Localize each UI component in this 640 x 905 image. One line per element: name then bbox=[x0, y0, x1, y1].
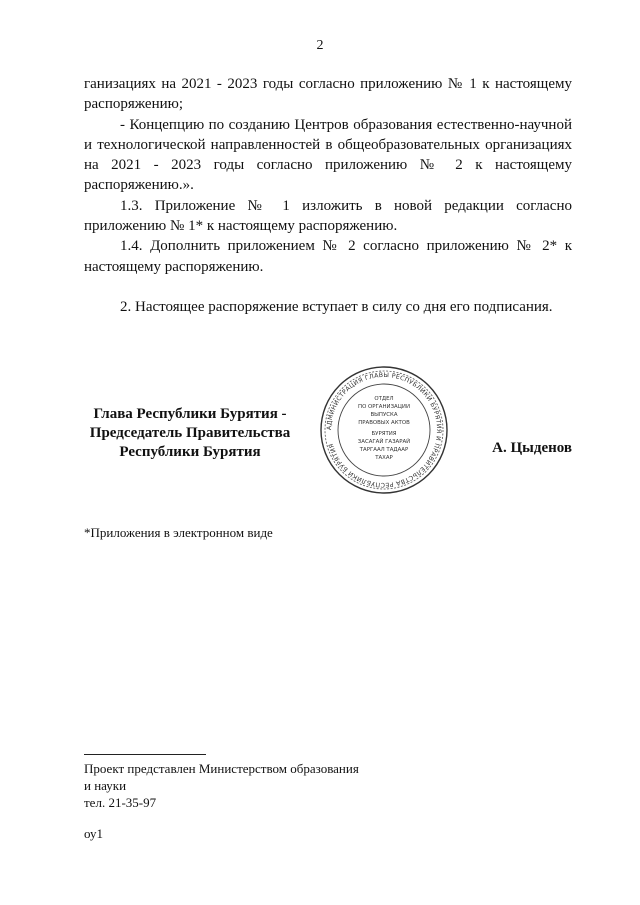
footer-line: Проект представлен Министерством образования bbox=[84, 761, 359, 776]
footer-line: и науки bbox=[84, 778, 127, 793]
official-seal bbox=[318, 364, 450, 496]
body-paragraph: 1.3. Приложение № 1 изложить в новой редакции согласно приложению № 1* к настоящему распоряжению. bbox=[84, 197, 572, 235]
seal-ring-text: АДМИНИСТРАЦИЯ ГЛАВЫ РЕСПУБЛИКИ БУРЯТИЯ И ПРАВИТЕЛЬСТВА РЕСПУБЛИКИ БУРЯТИЯ bbox=[325, 371, 443, 489]
appendix-footnote: *Приложения в электронном виде bbox=[84, 525, 273, 540]
signer-title bbox=[80, 405, 300, 462]
seal-center-line: ОТДЕЛ bbox=[374, 396, 394, 402]
body-paragraph: ганизациях на 2021 - 2023 годы согласно приложению № 1 к настоящему распоряжению; bbox=[84, 76, 572, 113]
signer-name: А. Цыденов bbox=[492, 440, 572, 456]
page-number: 2 bbox=[316, 38, 324, 53]
footer-divider bbox=[84, 754, 206, 755]
footer-note bbox=[84, 760, 359, 811]
document-body bbox=[84, 74, 572, 317]
seal-center-line: ТАРГААЛ ТАДААР bbox=[359, 447, 409, 453]
document-code: оу1 bbox=[84, 826, 104, 841]
body-paragraph: - Концепцию по созданию Центров образования естественно-научной и технологической направленностей в общеобразовательных организациях на 2021 - 2023 годы согласно приложению № 2 к настоящему распоряжению.». bbox=[84, 116, 572, 194]
footer-line: тел. 21-35-97 bbox=[84, 795, 157, 810]
signer-title-line: Республики Бурятия bbox=[119, 444, 261, 460]
body-paragraph: 1.4. Дополнить приложением № 2 согласно приложению № 2* к настоящему распоряжению. bbox=[84, 238, 572, 275]
svg-text:АДМИНИСТРАЦИЯ ГЛАВЫ РЕСПУБЛИКИ bbox=[326, 372, 442, 488]
seal-center-line: ПО ОРГАНИЗАЦИИ bbox=[358, 404, 410, 410]
body-paragraph: 2. Настоящее распоряжение вступает в силу со дня его подписания. bbox=[120, 298, 553, 315]
seal-center-line: БУРЯТИЯ bbox=[371, 431, 397, 437]
seal-center-line: ЗАСАГАЙ ГАЗАРАЙ bbox=[357, 439, 411, 445]
signer-title-line: Глава Республики Бурятия - bbox=[93, 406, 287, 422]
seal-center-line: ПРАВОВЫХ АКТОВ bbox=[358, 420, 410, 426]
seal-center-line: ВЫПУСКА bbox=[370, 412, 398, 418]
signer-title-line: Председатель Правительства bbox=[89, 425, 291, 441]
seal-center-line: ТАХАР bbox=[375, 455, 393, 461]
